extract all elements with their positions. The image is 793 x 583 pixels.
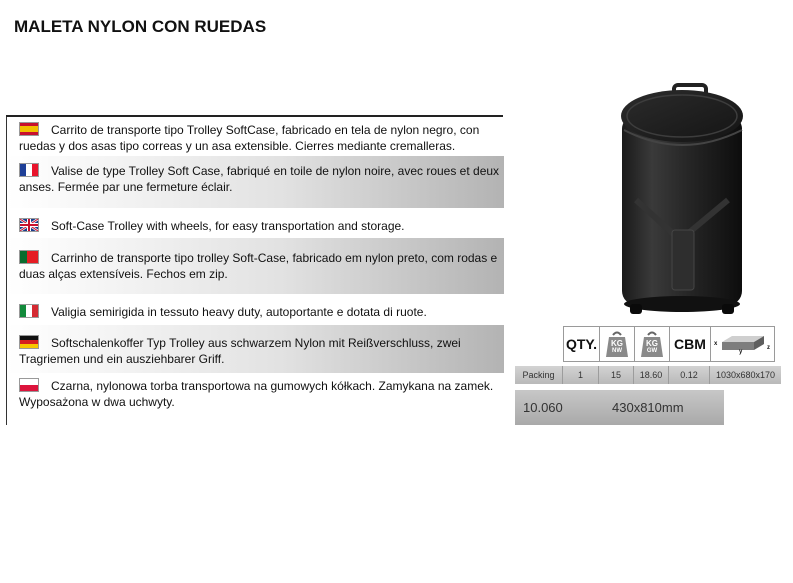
spain-flag-icon [19,122,39,136]
description-en [7,208,504,238]
description-pt [7,238,504,294]
description-text-en: Soft-Case Trolley with wheels, for easy transportation and storage. [51,219,405,233]
language-descriptions [7,117,504,425]
product-code: 10.060 [523,400,563,415]
spec-icons [563,326,781,362]
description-es [7,117,504,156]
packing-spec [515,326,781,384]
description-de [7,325,504,373]
portugal-flag-icon [19,250,39,264]
poland-flag-icon [19,378,39,392]
france-flag-icon [19,163,39,177]
description-text-fr: Valise de type Trolley Soft Case, fabriqué en toile de nylon noire, avec roues et deux anses. Fermée par une fermeture éclair. [19,164,500,194]
packing-gross-weight: 18.60 [634,366,669,384]
uk-flag-icon [19,218,39,232]
product-image [610,80,755,325]
packing-row [515,366,781,384]
product-size: 430x810mm [612,400,684,415]
description-pl [7,373,504,425]
dimensions-icon: x y z [710,326,775,362]
net-weight-icon: KG NW [599,326,635,362]
description-fr [7,156,504,208]
description-text-de: Softschalenkoffer Typ Trolley aus schwarzem Nylon mit Reißverschluss, zwei Tragriemen und ein ausziehbarer Griff. [19,336,461,366]
description-it [7,294,504,325]
packing-net-weight: 15 [599,366,634,384]
packing-cbm: 0.12 [669,366,710,384]
germany-flag-icon [19,335,39,349]
description-text-es: Carrito de transporte tipo Trolley SoftCase, fabricado en tela de nylon negro, con ruedas y dos asas tipo correas y un asa extensible. Cierres mediante cremalleras. [19,123,480,153]
cbm-icon: CBM [669,326,711,362]
qty-icon: QTY. [563,326,600,362]
packing-qty: 1 [563,366,599,384]
description-text-it: Valigia semirigida in tessuto heavy duty, autoportante e dotata di ruote. [51,305,427,319]
product-code-box [515,390,724,425]
trolley-case-illustration [610,80,755,320]
packing-label: Packing [515,366,563,384]
gross-weight-icon: KG GW [634,326,670,362]
packing-dimensions: 1030x680x170 [715,370,776,380]
italy-flag-icon [19,304,39,318]
description-text-pt: Carrinho de transporte tipo trolley Soft-Case, fabricado em nylon preto, com rodas e duas alças extensíveis. Fechos em zip. [19,251,498,281]
description-text-pl: Czarna, nylonowa torba transportowa na gumowych kółkach. Zamykana na zamek. Wyposażona w dwa uchwyty. [19,379,494,409]
page-title: MALETA NYLON CON RUEDAS [14,17,267,36]
